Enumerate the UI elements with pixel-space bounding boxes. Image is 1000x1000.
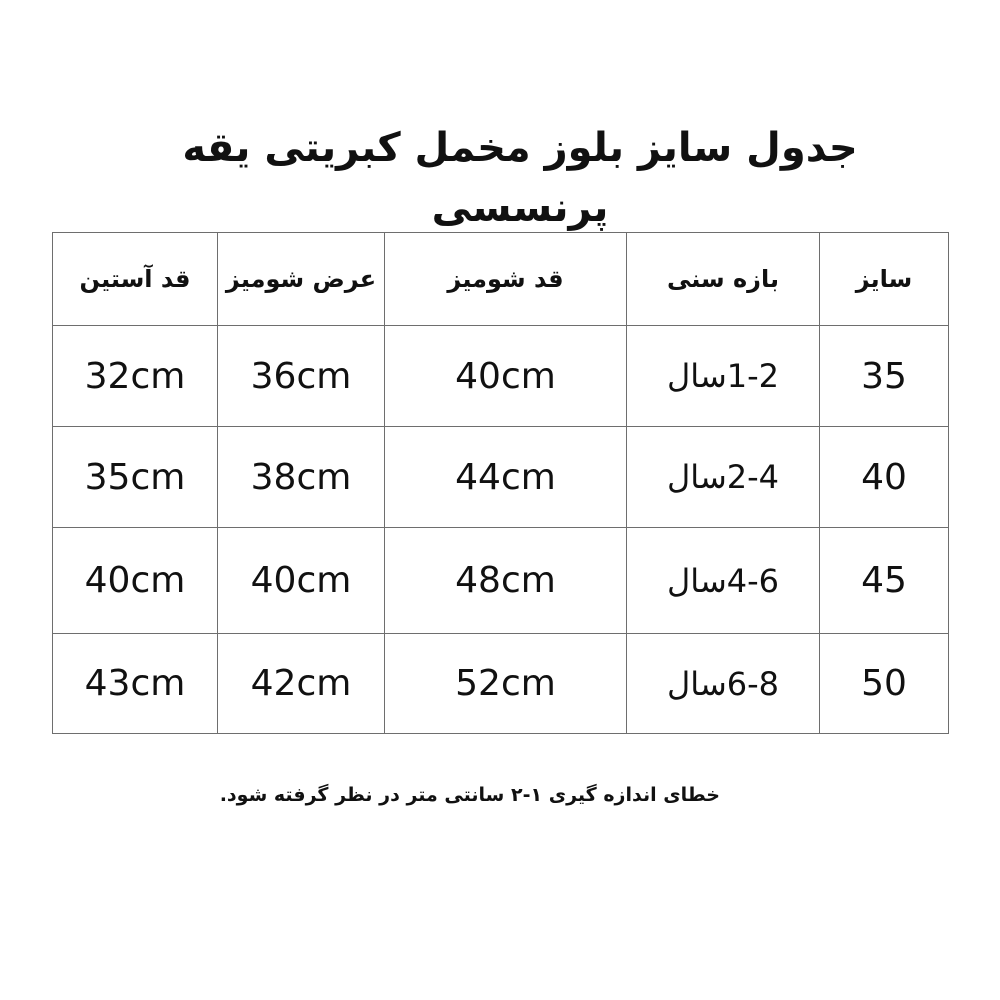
cell-sleeve: 43cm	[53, 634, 218, 734]
cell-size: 35	[820, 326, 949, 427]
header-size: سایز	[820, 233, 949, 326]
cell-age: 6-8سال	[627, 634, 820, 734]
cell-length: 52cm	[385, 634, 627, 734]
cell-age: 4-6سال	[627, 528, 820, 634]
cell-width: 40cm	[218, 528, 385, 634]
cell-size: 50	[820, 634, 949, 734]
table-row	[53, 634, 949, 734]
header-age: بازه سنی	[627, 233, 820, 326]
cell-sleeve: 32cm	[53, 326, 218, 427]
cell-length: 44cm	[385, 427, 627, 528]
table-row	[53, 528, 949, 634]
cell-sleeve: 40cm	[53, 528, 218, 634]
cell-sleeve: 35cm	[53, 427, 218, 528]
table-row	[53, 427, 949, 528]
cell-length: 40cm	[385, 326, 627, 427]
cell-width: 36cm	[218, 326, 385, 427]
header-length: قد شومیز	[385, 233, 627, 326]
cell-age: 2-4سال	[627, 427, 820, 528]
cell-width: 42cm	[218, 634, 385, 734]
table-header-row	[53, 233, 949, 326]
cell-length: 48cm	[385, 528, 627, 634]
header-width: عرض شومیز	[218, 233, 385, 326]
cell-width: 38cm	[218, 427, 385, 528]
measurement-footnote: خطای اندازه گیری ۱-۲ سانتی متر در نظر گرفته شود.	[219, 784, 720, 806]
size-table	[52, 232, 949, 734]
cell-size: 40	[820, 427, 949, 528]
table-row	[53, 326, 949, 427]
cell-age: 1-2سال	[627, 326, 820, 427]
header-sleeve: قد آستین	[53, 233, 218, 326]
page-title: جدول سایز بلوز مخمل کبریتی یقه پرنسسی	[182, 125, 858, 231]
cell-size: 45	[820, 528, 949, 634]
